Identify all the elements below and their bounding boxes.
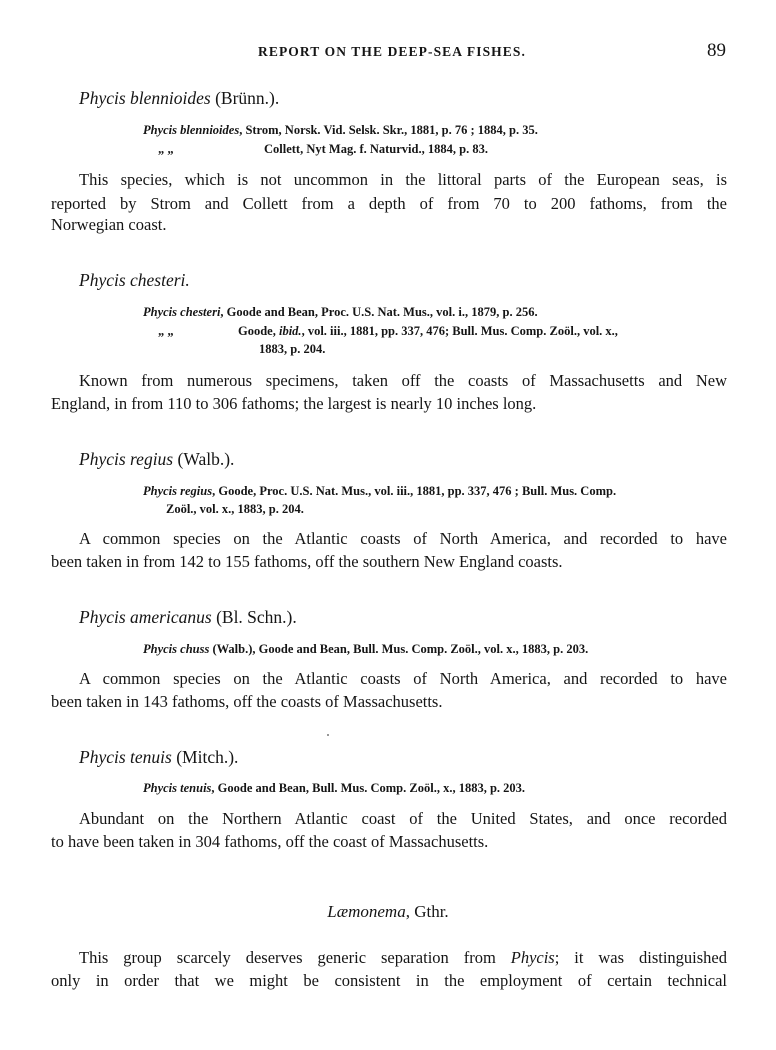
synonymy-line-continuation: Zoöl., vol. x., 1883, p. 204. [166,502,304,516]
body-text-line: reported by Strom and Collett from a depth of from 70 to 200 fathoms, from the [51,194,727,213]
body-text-line: Known from numerous specimens, taken off the coasts of Massachusetts and New [79,371,727,390]
body-text-line: England, in from 110 to 306 fathoms; the largest is nearly 10 inches long. [51,394,537,413]
page-header [0,40,776,62]
synonymy-line: Phycis regius, Goode, Proc. U.S. Nat. Mus., vol. iii., 1881, pp. 337, 476 ; Bull. Mus. Comp. [143,484,617,498]
species-heading-tenuis: Phycis tenuis (Mitch.). [79,747,239,767]
print-speck [327,734,329,736]
body-text-line: This group scarcely deserves generic separation from Phycis; it was distinguished [79,948,727,967]
species-heading-blennioides: Phycis blennioides (Brünn.). [79,88,280,108]
synonymy-line-continuation: 1883, p. 204. [259,342,326,356]
page-number: 89 [707,40,726,61]
species-heading-regius: Phycis regius (Walb.). [79,449,235,469]
body-text-line: been taken in from 142 to 155 fathoms, off the southern New England coasts. [51,552,563,571]
genus-heading: Læmonema, Gthr. [327,902,449,921]
body-text-line: Norwegian coast. [51,215,167,234]
synonymy-line: Phycis tenuis, Goode and Bean, Bull. Mus. Comp. Zoöl., x., 1883, p. 203. [143,781,526,795]
species-heading-americanus: Phycis americanus (Bl. Schn.). [79,607,297,627]
synonymy-line: Phycis chuss (Walb.), Goode and Bean, Bull. Mus. Comp. Zoöl., vol. x., 1883, p. 203. [143,642,589,656]
synonymy-line: Phycis blennioides, Strom, Norsk. Vid. Selsk. Skr., 1881, p. 76 ; 1884, p. 35. [143,123,538,137]
body-text-line: only in order that we might be consistent in the employment of certain technical [51,971,727,990]
body-text-line: A common species on the Atlantic coasts of North America, and recorded to have [79,669,727,688]
synonymy-line: Collett, Nyt Mag. f. Naturvid., 1884, p. 83. [264,142,488,156]
body-text-line: This species, which is not uncommon in the littoral parts of the European seas, is [79,170,727,189]
body-text-line: been taken in 143 fathoms, off the coasts of Massachusetts. [51,692,443,711]
synonymy-line: Phycis chesteri, Goode and Bean, Proc. U.S. Nat. Mus., vol. i., 1879, p. 256. [143,305,538,319]
species-heading-chesteri: Phycis chesteri. [79,270,190,290]
running-title: REPORT ON THE DEEP-SEA FISHES. [258,44,526,59]
synonymy-line: Goode, ibid., vol. iii., 1881, pp. 337, 476; Bull. Mus. Comp. Zoöl., vol. x., [238,324,618,338]
body-text-line: to have been taken in 304 fathoms, off the coast of Massachusetts. [51,832,489,851]
body-text-line: Abundant on the Northern Atlantic coast of the United States, and once recorded [79,809,727,828]
ditto-marks: „ „ [158,324,174,338]
ditto-marks: „ „ [158,142,174,156]
body-text-line: A common species on the Atlantic coasts of North America, and recorded to have [79,529,727,548]
